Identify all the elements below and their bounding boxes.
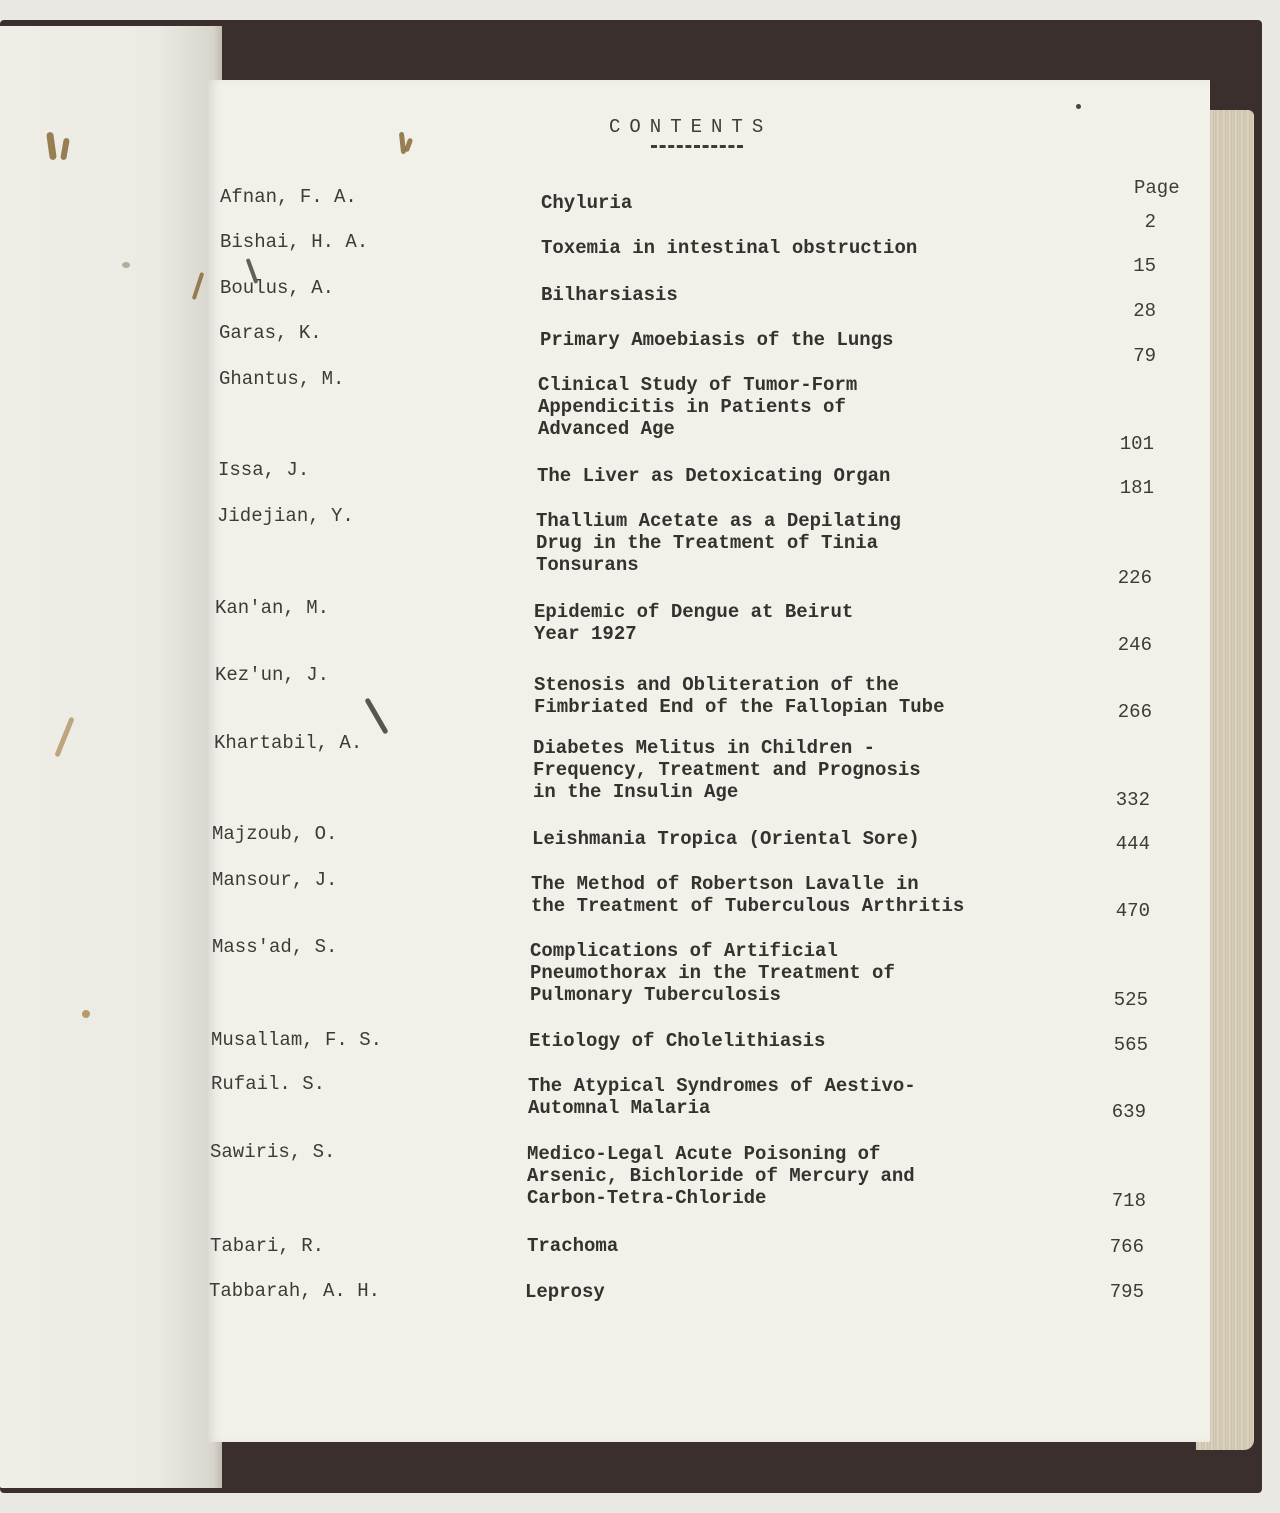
entry-title: The Method of Robertson Lavalle in the Treatment of Tuberculous Arthritis	[531, 873, 965, 917]
entry-title: Leishmania Tropica (Oriental Sore)	[532, 828, 920, 850]
ink-stain	[122, 262, 130, 268]
ink-stain	[54, 717, 74, 758]
entry-author: Kez'un, J.	[215, 664, 330, 686]
entry-author: Sawiris, S.	[210, 1141, 336, 1163]
entry-title: Chyluria	[541, 192, 633, 214]
ink-stain	[364, 697, 388, 734]
entry-page: 565	[1113, 1034, 1148, 1056]
left-page	[0, 26, 222, 1488]
entry-page: 28	[1133, 300, 1156, 322]
ink-stain	[82, 1010, 90, 1018]
entry-author: Afnan, F. A.	[220, 186, 357, 208]
ink-stain	[46, 132, 57, 161]
entry-author: Jidejian, Y.	[217, 505, 354, 527]
entry-page: 15	[1133, 255, 1156, 277]
entry-page: 226	[1117, 567, 1152, 589]
entry-page: 101	[1119, 433, 1154, 455]
entry-page: 525	[1113, 989, 1148, 1011]
entry-author: Ghantus, M.	[219, 368, 345, 390]
entry-author: Boulus, A.	[220, 277, 335, 299]
entry-page: 795	[1109, 1281, 1144, 1303]
entry-title: Diabetes Melitus in Children - Frequency, Treatment and Prognosis in the Insulin Age	[533, 737, 921, 803]
entry-author: Garas, K.	[219, 322, 322, 344]
heading-underline	[651, 145, 743, 148]
entry-title: Trachoma	[527, 1235, 619, 1257]
entry-page: 470	[1115, 900, 1150, 922]
entry-title: Toxemia in intestinal obstruction	[541, 237, 918, 259]
entry-title: Clinical Study of Tumor-Form Appendicitis in Patients of Advanced Age	[538, 374, 858, 440]
entry-author: Issa, J.	[218, 459, 310, 481]
entry-title: The Liver as Detoxicating Organ	[537, 465, 891, 487]
entry-page: 246	[1117, 634, 1152, 656]
entry-title: Leprosy	[525, 1281, 605, 1303]
page-column-label: Page	[1134, 177, 1180, 199]
entry-author: Mass'ad, S.	[212, 936, 338, 958]
entry-title: The Atypical Syndromes of Aestivo- Automnal Malaria	[528, 1075, 916, 1119]
entry-page: 2	[1144, 211, 1156, 233]
entry-title: Complications of Artificial Pneumothorax in the Treatment of Pulmonary Tuberculosis	[530, 940, 895, 1006]
entry-title: Medico-Legal Acute Poisoning of Arsenic, Bichloride of Mercury and Carbon-Tetra-Chloride	[527, 1143, 915, 1209]
entry-author: Tabari, R.	[210, 1235, 325, 1257]
entry-author: Tabbarah, A. H.	[209, 1280, 381, 1302]
entry-page: 766	[1109, 1236, 1144, 1258]
ink-stain	[404, 138, 413, 153]
contents-heading: CONTENTS	[609, 116, 773, 138]
entry-page: 181	[1119, 477, 1154, 499]
entry-title: Epidemic of Dengue at Beirut Year 1927	[534, 601, 854, 645]
entry-title: Bilharsiasis	[541, 284, 678, 306]
entry-page: 718	[1111, 1190, 1146, 1212]
entry-title: Primary Amoebiasis of the Lungs	[540, 329, 894, 351]
entry-author: Majzoub, O.	[212, 823, 338, 845]
entry-page: 332	[1115, 789, 1150, 811]
ink-stain	[192, 272, 204, 300]
entry-author: Khartabil, A.	[214, 732, 363, 754]
entry-author: Musallam, F. S.	[211, 1029, 383, 1051]
entry-page: 79	[1133, 345, 1156, 367]
entry-title: Thallium Acetate as a Depilating Drug in the Treatment of Tinia Tonsurans	[536, 510, 901, 576]
entry-page: 266	[1117, 701, 1152, 723]
entry-author: Mansour, J.	[212, 869, 338, 891]
entry-title: Etiology of Cholelithiasis	[529, 1030, 826, 1052]
entry-title: Stenosis and Obliteration of the Fimbriated End of the Fallopian Tube	[534, 674, 945, 718]
ink-stain	[60, 138, 70, 161]
entry-page: 639	[1111, 1101, 1146, 1123]
entry-author: Rufail. S.	[211, 1073, 326, 1095]
entry-author: Kan'an, M.	[215, 597, 330, 619]
entry-page: 444	[1115, 833, 1150, 855]
entry-author: Bishai, H. A.	[220, 231, 369, 253]
ink-stain	[1076, 104, 1081, 109]
